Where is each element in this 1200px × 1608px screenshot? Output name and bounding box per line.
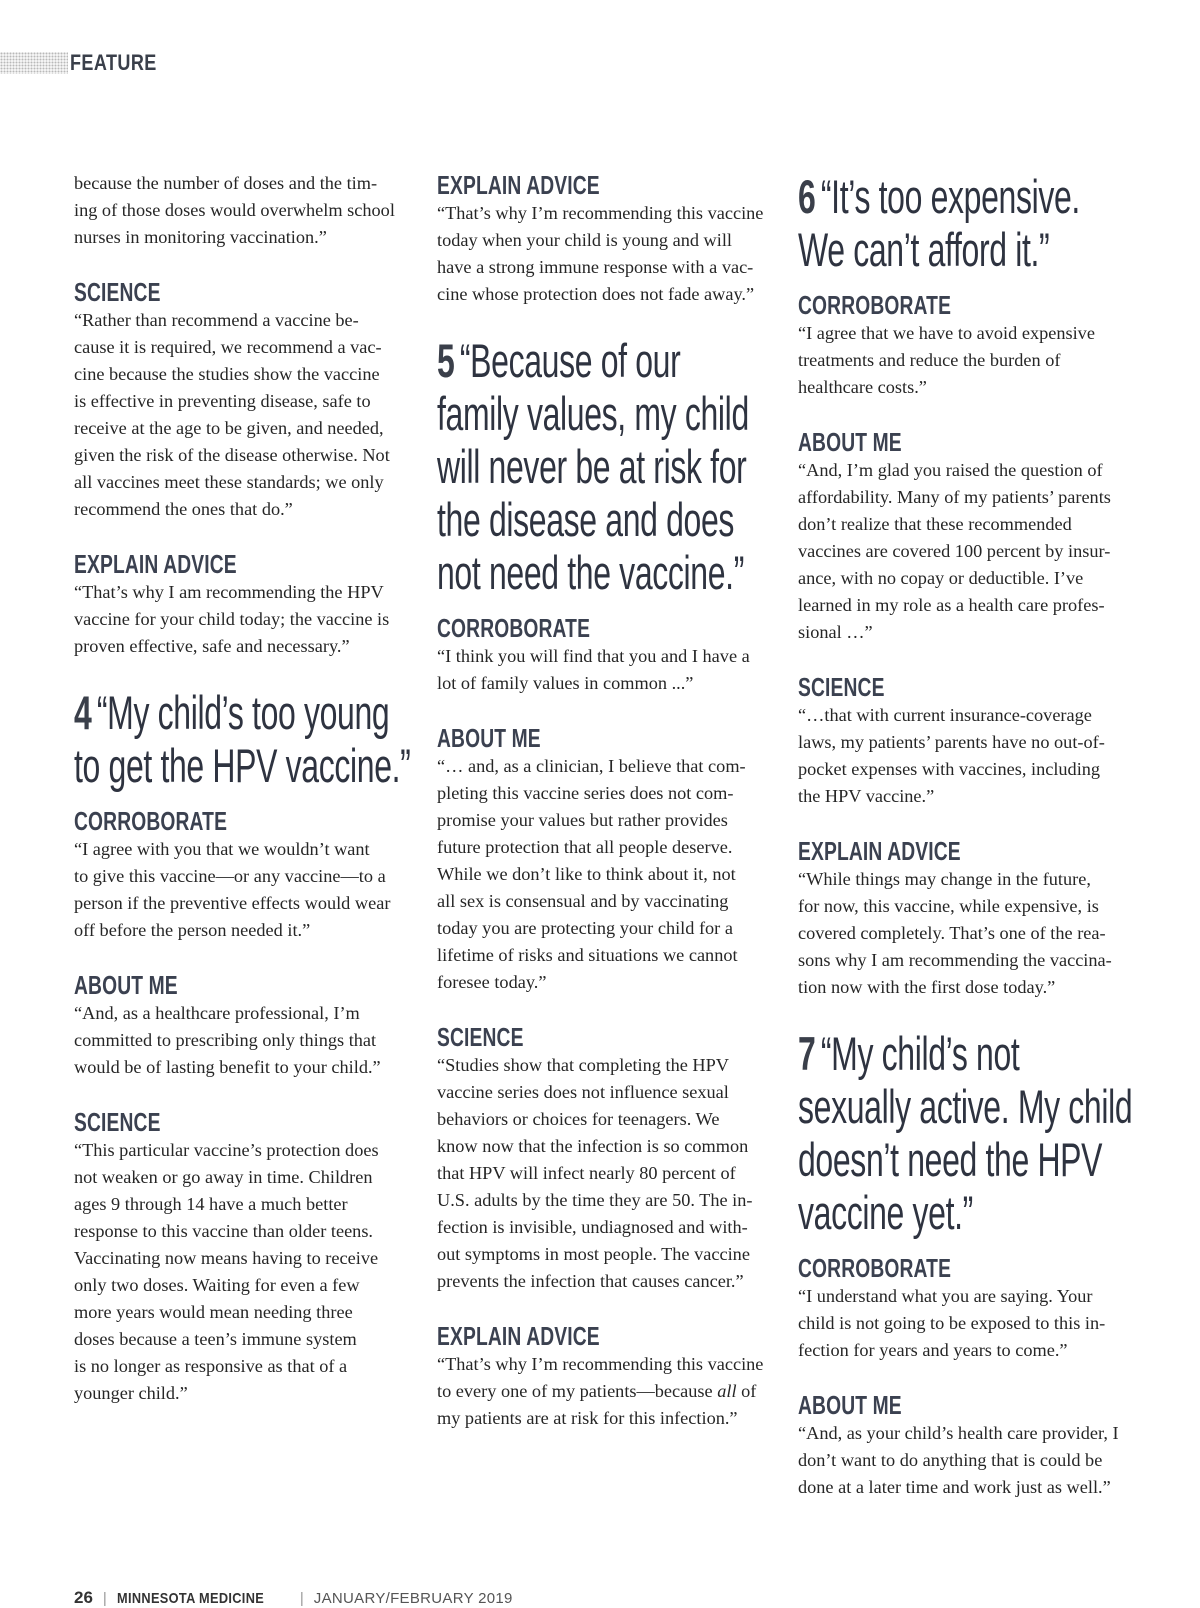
dot-pattern-decoration bbox=[0, 52, 68, 74]
body-text: “I think you will find that you and I have a lot of family values in common ...” bbox=[437, 646, 750, 693]
body-text: “And, as a healthcare professional, I’m committed to prescribing only things that would be of lasting benefit to your child.” bbox=[74, 1003, 381, 1077]
body-text: “Studies show that completing the HPV vaccine series does not influence sexual behaviors or choices for teenagers. We know now that the infection is so common that HPV will infect nearly 80 percent of U.S. adults by the time they are 50. The in- fection is invisible, undiagnosed and with- out symptoms in most people. The vaccine prevents the infection that causes cancer.” bbox=[437, 1055, 753, 1291]
subheading: ABOUT ME bbox=[798, 427, 902, 457]
subheading: ABOUT ME bbox=[74, 970, 178, 1000]
subheading: EXPLAIN ADVICE bbox=[798, 836, 961, 866]
subheading: EXPLAIN ADVICE bbox=[437, 1321, 600, 1351]
question-heading-6 bbox=[798, 170, 1138, 276]
subheading: CORROBORATE bbox=[798, 1253, 952, 1283]
subheading: SCIENCE bbox=[798, 672, 885, 702]
body-text: “That’s why I am recommending the HPV vaccine for your child today; the vaccine is proven effective, safe and necessary.” bbox=[74, 582, 390, 656]
footer-divider: | bbox=[299, 1589, 304, 1607]
body-text: “I understand what you are saying. Your child is not going to be exposed to this in- fection for years and years to come.” bbox=[798, 1286, 1106, 1360]
section-header bbox=[0, 48, 176, 78]
page-number: 26 bbox=[74, 1588, 93, 1607]
explain-advice-block bbox=[437, 170, 777, 308]
issue-date: JANUARY/FEBRUARY 2019 bbox=[313, 1589, 513, 1607]
explain-advice-block bbox=[798, 836, 1138, 1001]
science-block bbox=[74, 1107, 414, 1407]
body-text: “…that with current insurance-coverage laws, my patients’ parents have no out-of- pocket expenses with vaccines, including the HPV vaccine.” bbox=[798, 705, 1105, 806]
magazine-title: MINNESOTA MEDICINE bbox=[116, 1589, 264, 1607]
body-text: “That’s why I’m recommending this vaccine today when your child is young and will have a strong immune response with a vac- cine whose protection does not fade away.” bbox=[437, 203, 764, 304]
subheading: ABOUT ME bbox=[798, 1390, 902, 1420]
question-text: “My child’s too young to get the HPV vaccine.” bbox=[74, 686, 411, 792]
body-text: because the number of doses and the tim- ing of those doses would overwhelm school nurses in monitoring vaccination.” bbox=[74, 173, 395, 247]
continued-text-block bbox=[74, 170, 414, 251]
section-label: FEATURE bbox=[70, 50, 157, 75]
about-me-block bbox=[798, 427, 1138, 646]
question-text: “My child’s not sexually active. My child doesn’t need the HPV vaccine yet.” bbox=[798, 1027, 1133, 1239]
subheading: ABOUT ME bbox=[437, 723, 541, 753]
footer-divider: | bbox=[102, 1589, 107, 1607]
question-number: 7 bbox=[798, 1027, 816, 1080]
question-number: 4 bbox=[74, 686, 92, 739]
body-text: “While things may change in the future, for now, this vaccine, while expensive, is covered completely. That’s one of the rea- sons why I am recommending the vaccina- tion now with the first dose today.” bbox=[798, 869, 1112, 997]
subheading: SCIENCE bbox=[74, 1107, 161, 1137]
subheading: CORROBORATE bbox=[798, 290, 952, 320]
explain-advice-block bbox=[74, 549, 414, 660]
about-me-block bbox=[798, 1390, 1138, 1501]
science-block bbox=[437, 1022, 777, 1295]
column-1 bbox=[74, 170, 414, 1433]
subheading: EXPLAIN ADVICE bbox=[437, 170, 600, 200]
question-text: “Because of our family values, my child will never be at risk for the disease and does not need the vaccine.” bbox=[437, 334, 749, 599]
body-text: “I agree that we have to avoid expensive treatments and reduce the burden of healthcare costs.” bbox=[798, 323, 1095, 397]
subheading: SCIENCE bbox=[74, 277, 161, 307]
page-footer bbox=[74, 1588, 513, 1608]
emphasis-text: all bbox=[717, 1381, 737, 1401]
corroborate-block bbox=[437, 613, 777, 697]
about-me-block bbox=[437, 723, 777, 996]
subheading: CORROBORATE bbox=[74, 806, 228, 836]
corroborate-block bbox=[798, 290, 1138, 401]
question-heading-4 bbox=[74, 686, 414, 792]
question-heading-5 bbox=[437, 334, 777, 599]
corroborate-block bbox=[798, 1253, 1138, 1364]
column-2 bbox=[437, 170, 777, 1458]
science-block bbox=[74, 277, 414, 523]
question-heading-7 bbox=[798, 1027, 1138, 1239]
body-text: “And, I’m glad you raised the question of affordability. Many of my patients’ parents don’t realize that these recommended vaccines are covered 100 percent by insur- ance, with no copay or deductible. I’ve learned in my role as a health care profes- sional …” bbox=[798, 460, 1111, 642]
explain-advice-block bbox=[437, 1321, 777, 1432]
body-text: “This particular vaccine’s protection does not weaken or go away in time. Children ages 9 through 14 have a much better response to this vaccine than older teens. Vaccinating now means having to receive only two doses. Waiting for even a few more years would mean needing three doses because a teen’s immune system is no longer as responsive as that of a younger child.” bbox=[74, 1140, 379, 1403]
question-number: 6 bbox=[798, 170, 816, 223]
corroborate-block bbox=[74, 806, 414, 944]
body-text: “Rather than recommend a vaccine be- cause it is required, we recommend a vac- cine because the studies show the vaccine is effective in preventing disease, safe to receive at the age to be given, and needed, given the risk of the disease otherwise. Not all vaccines meet these standards; we only recommend the ones that do.” bbox=[74, 310, 390, 519]
text-run: “That’s why I’m recommending this vaccine to every one of my patients—because bbox=[437, 1354, 764, 1401]
column-3 bbox=[798, 170, 1138, 1527]
body-text bbox=[437, 1351, 777, 1432]
body-text: “… and, as a clinician, I believe that com- pleting this vaccine series does not com- promise your values but rather provides future protection that all people deserve. While we don’t like to think about it, not all sex is consensual and by vaccinating today you are protecting your child for a lifetime of risks and situations we cannot foresee today.” bbox=[437, 756, 746, 992]
subheading: CORROBORATE bbox=[437, 613, 591, 643]
body-text: “And, as your child’s health care provider, I don’t want to do anything that is could be done at a later time and work just as well.” bbox=[798, 1423, 1119, 1497]
subheading: SCIENCE bbox=[437, 1022, 524, 1052]
about-me-block bbox=[74, 970, 414, 1081]
text-run: of my patients are at risk for this infection.” bbox=[437, 1381, 757, 1428]
question-text: “It’s too expensive. We can’t afford it.” bbox=[798, 170, 1080, 276]
question-number: 5 bbox=[437, 334, 455, 387]
science-block bbox=[798, 672, 1138, 810]
body-text: “I agree with you that we wouldn’t want to give this vaccine—or any vaccine—to a person if the preventive effects would wear off before the person needed it.” bbox=[74, 839, 391, 940]
subheading: EXPLAIN ADVICE bbox=[74, 549, 237, 579]
